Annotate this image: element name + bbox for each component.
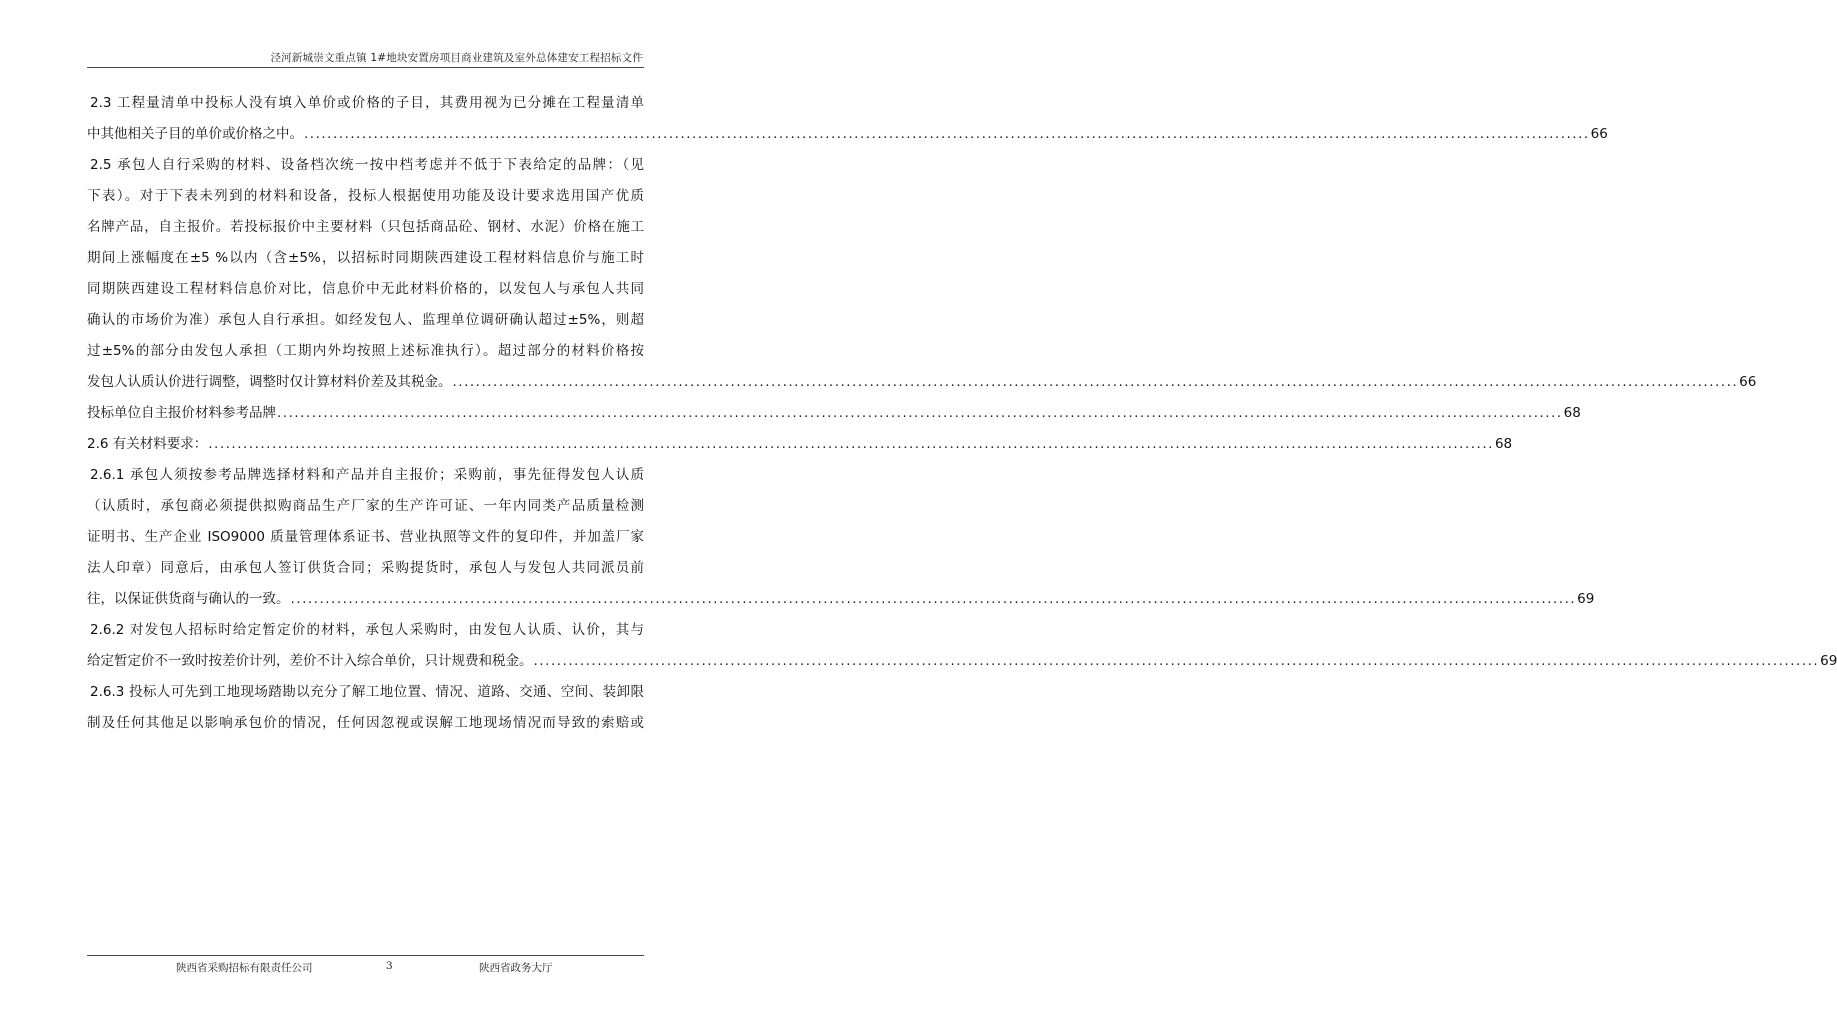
toc-line-text: 2.6.3 投标人可先到工地现场踏勘以充分了解工地位置、情况、道路、交通、空间、装卸限 xyxy=(90,684,644,700)
toc-page-number: 69 xyxy=(1820,653,1837,669)
toc-page-number: 66 xyxy=(1739,374,1757,390)
toc-line-text: 下表）。对于下表未列到的材料和设备，投标人根据使用功能及设计要求选用国产优质 xyxy=(87,188,644,204)
toc-dot-leader xyxy=(534,650,1820,673)
toc-line xyxy=(87,154,644,185)
toc-line-text: 期间上涨幅度在±5 %以内（含±5%，以招标时同期陕西建设工程材料信息价与施工时 xyxy=(87,250,644,266)
toc-line[interactable] xyxy=(87,123,1608,154)
toc-line[interactable] xyxy=(87,588,1595,619)
toc-line-text: 制及任何其他足以影响承包价的情况，任何因忽视或误解工地现场情况而导致的索赔或 xyxy=(87,715,644,731)
toc-line xyxy=(87,619,644,650)
toc-line[interactable] xyxy=(87,650,1837,681)
toc-line xyxy=(87,278,644,309)
toc-line-text: 2.6 有关材料要求： xyxy=(87,436,208,452)
toc-line-text: 往，以保证供货商与确认的一致。 xyxy=(87,591,290,607)
toc-line xyxy=(87,340,644,371)
toc-line-text: 过±5%的部分由发包人承担（工期内外均按照上述标准执行）。超过部分的材料价格按 xyxy=(87,343,644,359)
toc-line xyxy=(87,309,644,340)
toc-line xyxy=(87,216,644,247)
toc-line-text: 2.6.2 对发包人招标时给定暂定价的材料，承包人采购时，由发包人认质、认价，其与 xyxy=(90,622,644,638)
toc-line-text: 2.5 承包人自行采购的材料、设备档次统一按中档考虑并不低于下表给定的品牌：（见 xyxy=(90,157,644,173)
toc-line-text: 发包人认质认价进行调整，调整时仅计算材料价差及其税金。 xyxy=(87,374,452,390)
toc-line xyxy=(87,681,644,712)
toc-line xyxy=(87,185,644,216)
page-header: 泾河新城崇文重点镇 1#地块安置房项目商业建筑及室外总体建安工程招标文件 xyxy=(270,52,643,64)
toc-line-text: 名牌产品，自主报价。若投标报价中主要材料（只包括商品砼、钢材、水泥）价格在施工 xyxy=(87,219,644,235)
toc-line-text: 法人印章）同意后，由承包人签订供货合同；采购提货时，承包人与发包人共同派员前 xyxy=(87,560,644,576)
toc-dot-leader xyxy=(291,588,1577,611)
toc-line-text: 证明书、生产企业 ISO9000 质量管理体系证书、营业执照等文件的复印件，并加盖厂家 xyxy=(87,529,644,545)
toc-line-text: 给定暂定价不一致时按差价计列，差价不计入综合单价，只计规费和税金。 xyxy=(87,653,533,669)
footer-company: 陕西省采购招标有限责任公司 xyxy=(176,962,313,974)
toc-line-text: 同期陕西建设工程材料信息价对比，信息价中无此材料价格的，以发包人与承包人共同 xyxy=(87,281,644,297)
toc-dot-leader xyxy=(304,123,1590,146)
toc-line-text: （认质时，承包商必须提供拟购商品生产厂家的生产许可证、一年内同类产品质量检测 xyxy=(87,498,644,514)
toc-line xyxy=(87,92,644,123)
toc-line[interactable] xyxy=(87,371,1757,402)
toc-line-text: 确认的市场价为准）承包人自行承担。如经发包人、监理单位调研确认超过±5%，则超 xyxy=(87,312,644,328)
toc-line[interactable] xyxy=(87,402,1581,433)
toc-page-number: 68 xyxy=(1563,405,1581,421)
toc-dot-leader xyxy=(208,433,1494,456)
table-of-contents xyxy=(87,92,1837,743)
toc-line-text: 投标单位自主报价材料参考品牌 xyxy=(87,405,276,421)
toc-line xyxy=(87,495,644,526)
toc-page-number: 66 xyxy=(1590,126,1608,142)
toc-line xyxy=(87,526,644,557)
toc-dot-leader xyxy=(277,402,1563,425)
toc-line-text: 2.6.1 承包人须按参考品牌选择材料和产品并自主报价；采购前，事先征得发包人认质 xyxy=(90,467,644,483)
header-divider xyxy=(87,67,644,68)
toc-line-text: 中其他相关子目的单价或价格之中。 xyxy=(87,126,303,142)
footer-divider xyxy=(87,955,644,956)
toc-dot-leader xyxy=(453,371,1739,394)
toc-page-number: 68 xyxy=(1494,436,1513,452)
toc-line xyxy=(87,464,644,495)
toc-line-text: 2.3 工程量清单中投标人没有填入单价或价格的子目，其费用视为已分摊在工程量清单 xyxy=(90,95,644,111)
toc-line xyxy=(87,247,644,278)
footer-page-number: 3 xyxy=(386,960,393,972)
footer-location: 陕西省政务大厅 xyxy=(479,962,553,974)
toc-line xyxy=(87,557,644,588)
toc-page-number: 69 xyxy=(1577,591,1595,607)
toc-line[interactable] xyxy=(87,433,1513,464)
toc-line xyxy=(87,712,644,743)
